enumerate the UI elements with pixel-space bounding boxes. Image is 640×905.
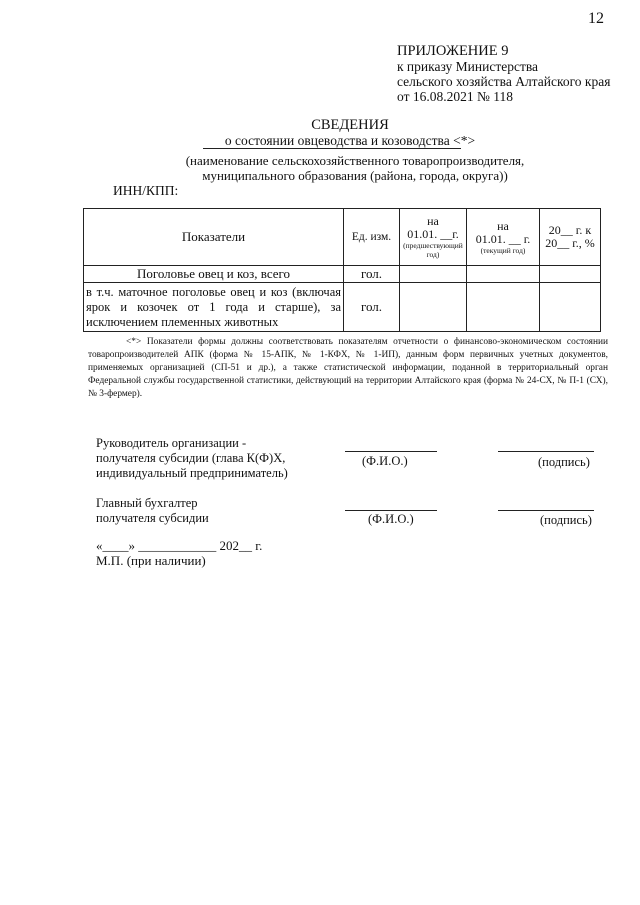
prev-date: 01.01. __г. [407, 227, 459, 241]
cur-date: 01.01. __ г. [475, 231, 531, 246]
organization-naming [180, 153, 530, 183]
prev-na: на [427, 214, 439, 228]
accountant-label-line: получателя субсидии [96, 511, 209, 525]
title-sub: о состоянии овцеводства и козоводства <*> [224, 133, 476, 148]
cur-na: на [497, 218, 509, 233]
row-prev-value[interactable] [400, 266, 467, 283]
footnote-text: <*> Показатели формы должны соответствовать показателям отчетности о финансово-экономическом состоянии товаропроизводителей АПК (форма № 15-АПК, № 1-КФХ, № 1-ИП), данным форм первичных учетных документов, применяемых организацией (СП-51 и др.), а также статистической информации, поданной в территориальный орган Федеральной службы государственной статистики, действующий на территории Алтайского края (форма № 24-СХ, № П-1 (СХ), № 3-фермер). [88, 337, 608, 399]
document-title [0, 117, 640, 149]
row-unit: гол. [344, 266, 400, 283]
appendix-header [397, 44, 610, 104]
naming-line: (наименование сельскохозяйственного товаропроизводителя, [185, 153, 525, 168]
naming-line: муниципального образования (района, города, округа)) [202, 168, 508, 183]
accountant-label-line: Главный бухгалтер [96, 496, 198, 510]
row-unit: гол. [344, 283, 400, 332]
pct-line1: 20__ г. к [548, 223, 592, 237]
head-label-line: получателя субсидии (глава К(Ф)Х, [96, 451, 286, 465]
stamp-place: М.П. (при наличии) [96, 553, 206, 568]
header-prev-year [400, 209, 467, 266]
accountant-sign-line [498, 510, 594, 511]
header-indicators: Показатели [84, 209, 344, 266]
accountant-fio-caption: (Ф.И.О.) [368, 512, 414, 526]
header-percent [540, 209, 601, 266]
footnote [88, 336, 608, 401]
head-sign-line [498, 451, 594, 452]
row-pct-value[interactable] [540, 266, 601, 283]
table-header-row [84, 209, 601, 266]
prev-note: (предшествующий год) [403, 241, 463, 259]
head-sign-caption: (подпись) [538, 455, 590, 469]
row-indicator: в т.ч. маточное поголовье овец и коз (включая ярок и козочек от 1 года и старше), за исключением племенных животных [84, 283, 344, 332]
cur-note: (текущий год) [480, 245, 526, 255]
head-signature-label [96, 436, 288, 481]
page-number: 12 [588, 10, 604, 27]
row-cur-value[interactable] [467, 283, 540, 332]
accountant-signature-label [96, 496, 209, 526]
row-pct-value[interactable] [540, 283, 601, 332]
inn-kpp-label: ИНН/КПП: [113, 183, 179, 198]
appendix-line: сельского хозяйства Алтайского края [397, 74, 611, 89]
table-row [84, 283, 601, 332]
accountant-sign-caption: (подпись) [540, 513, 592, 527]
title-main: СВЕДЕНИЯ [311, 117, 389, 133]
accountant-fio-line [345, 510, 437, 511]
table-row [84, 266, 601, 283]
header-current-year [467, 209, 540, 266]
head-label-line: Руководитель организации - [96, 436, 247, 450]
head-fio-caption: (Ф.И.О.) [362, 454, 408, 468]
row-indicator: Поголовье овец и коз, всего [84, 266, 344, 283]
pct-line2: 20__ г., % [545, 236, 595, 250]
head-fio-line [345, 451, 437, 452]
header-unit: Ед. изм. [344, 209, 400, 266]
appendix-title: ПРИЛОЖЕНИЕ 9 [397, 43, 509, 59]
head-label-line: индивидуальный предприниматель) [96, 466, 288, 480]
appendix-line: от 16.08.2021 № 118 [397, 89, 513, 104]
row-prev-value[interactable] [400, 283, 467, 332]
date-line: «____» ____________ 202__ г. [96, 538, 263, 553]
row-cur-value[interactable] [467, 266, 540, 283]
indicators-table [83, 208, 601, 332]
appendix-line: к приказу Министерства [397, 59, 539, 74]
name-underline [203, 148, 461, 149]
